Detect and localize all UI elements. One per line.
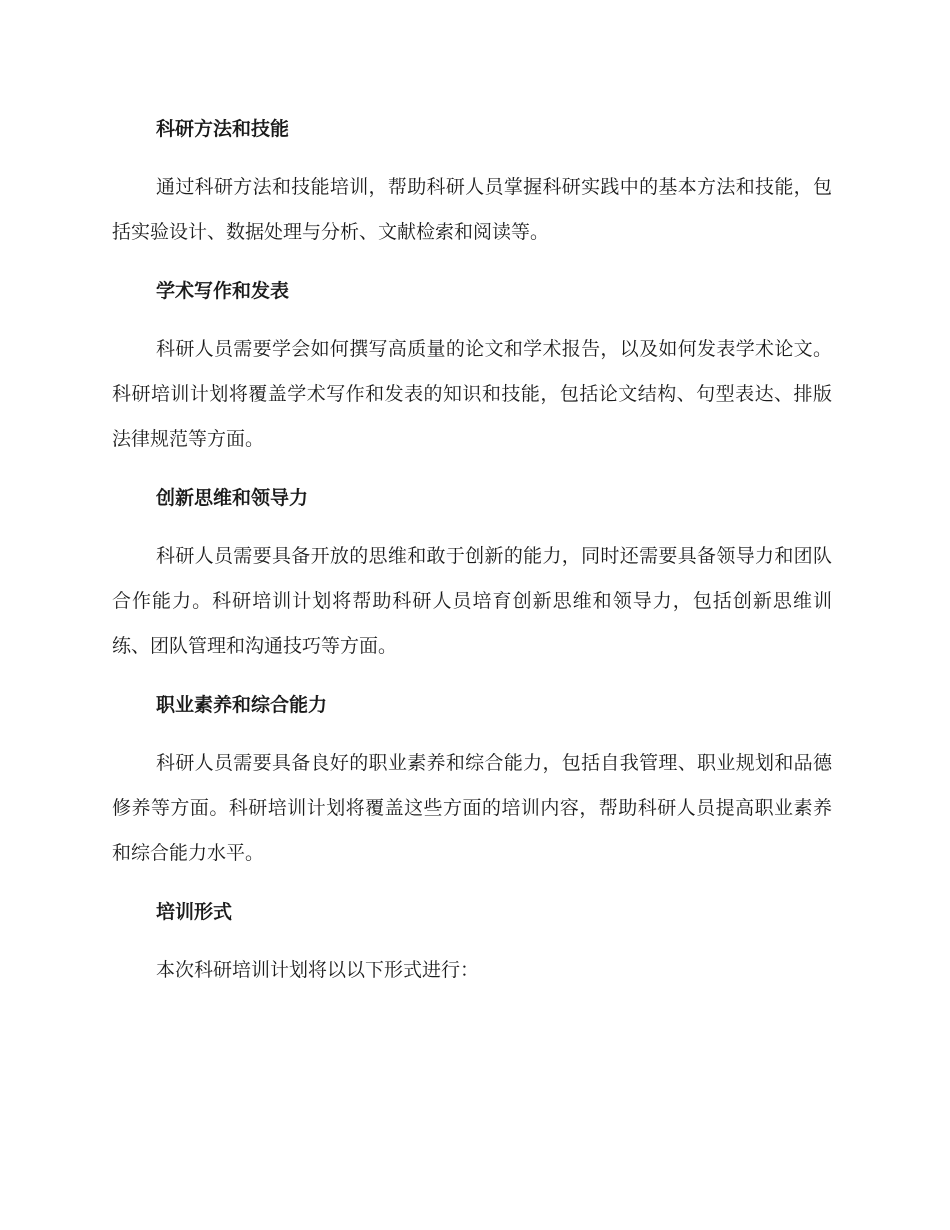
section-body-innovation-leadership: 科研人员需要具备开放的思维和敢于创新的能力，同时还需要具备领导力和团队合作能力。科研培训计划将帮助科研人员培育创新思维和领导力，包括创新思维训练、团队管理和沟通技巧等方面。 [112,545,832,657]
section-body-academic-writing: 科研人员需要学会如何撰写高质量的论文和学术报告，以及如何发表学术论文。科研培训计划将覆盖学术写作和发表的知识和技能，包括论文结构、句型表达、排版法律规范等方面。 [112,338,832,450]
section-body-training-format: 本次科研培训计划将以以下形式进行： [156,959,480,981]
section-heading-academic-writing: 学术写作和发表 [156,280,290,302]
section-body-professional-competence: 科研人员需要具备良好的职业素养和综合能力，包括自我管理、职业规划和品德修养等方面。科研培训计划将覆盖这些方面的培训内容，帮助科研人员提高职业素养和综合能力水平。 [112,752,832,864]
section-heading-innovation-leadership: 创新思维和领导力 [156,487,309,509]
section-heading-professional-competence: 职业素养和综合能力 [156,694,328,716]
section-heading-training-format: 培训形式 [156,901,233,923]
section-body-research-methods: 通过科研方法和技能培训，帮助科研人员掌握科研实践中的基本方法和技能，包括实验设计、数据处理与分析、文献检索和阅读等。 [112,176,832,243]
section-heading-research-methods: 科研方法和技能 [156,118,290,140]
document-page [112,107,832,1007]
